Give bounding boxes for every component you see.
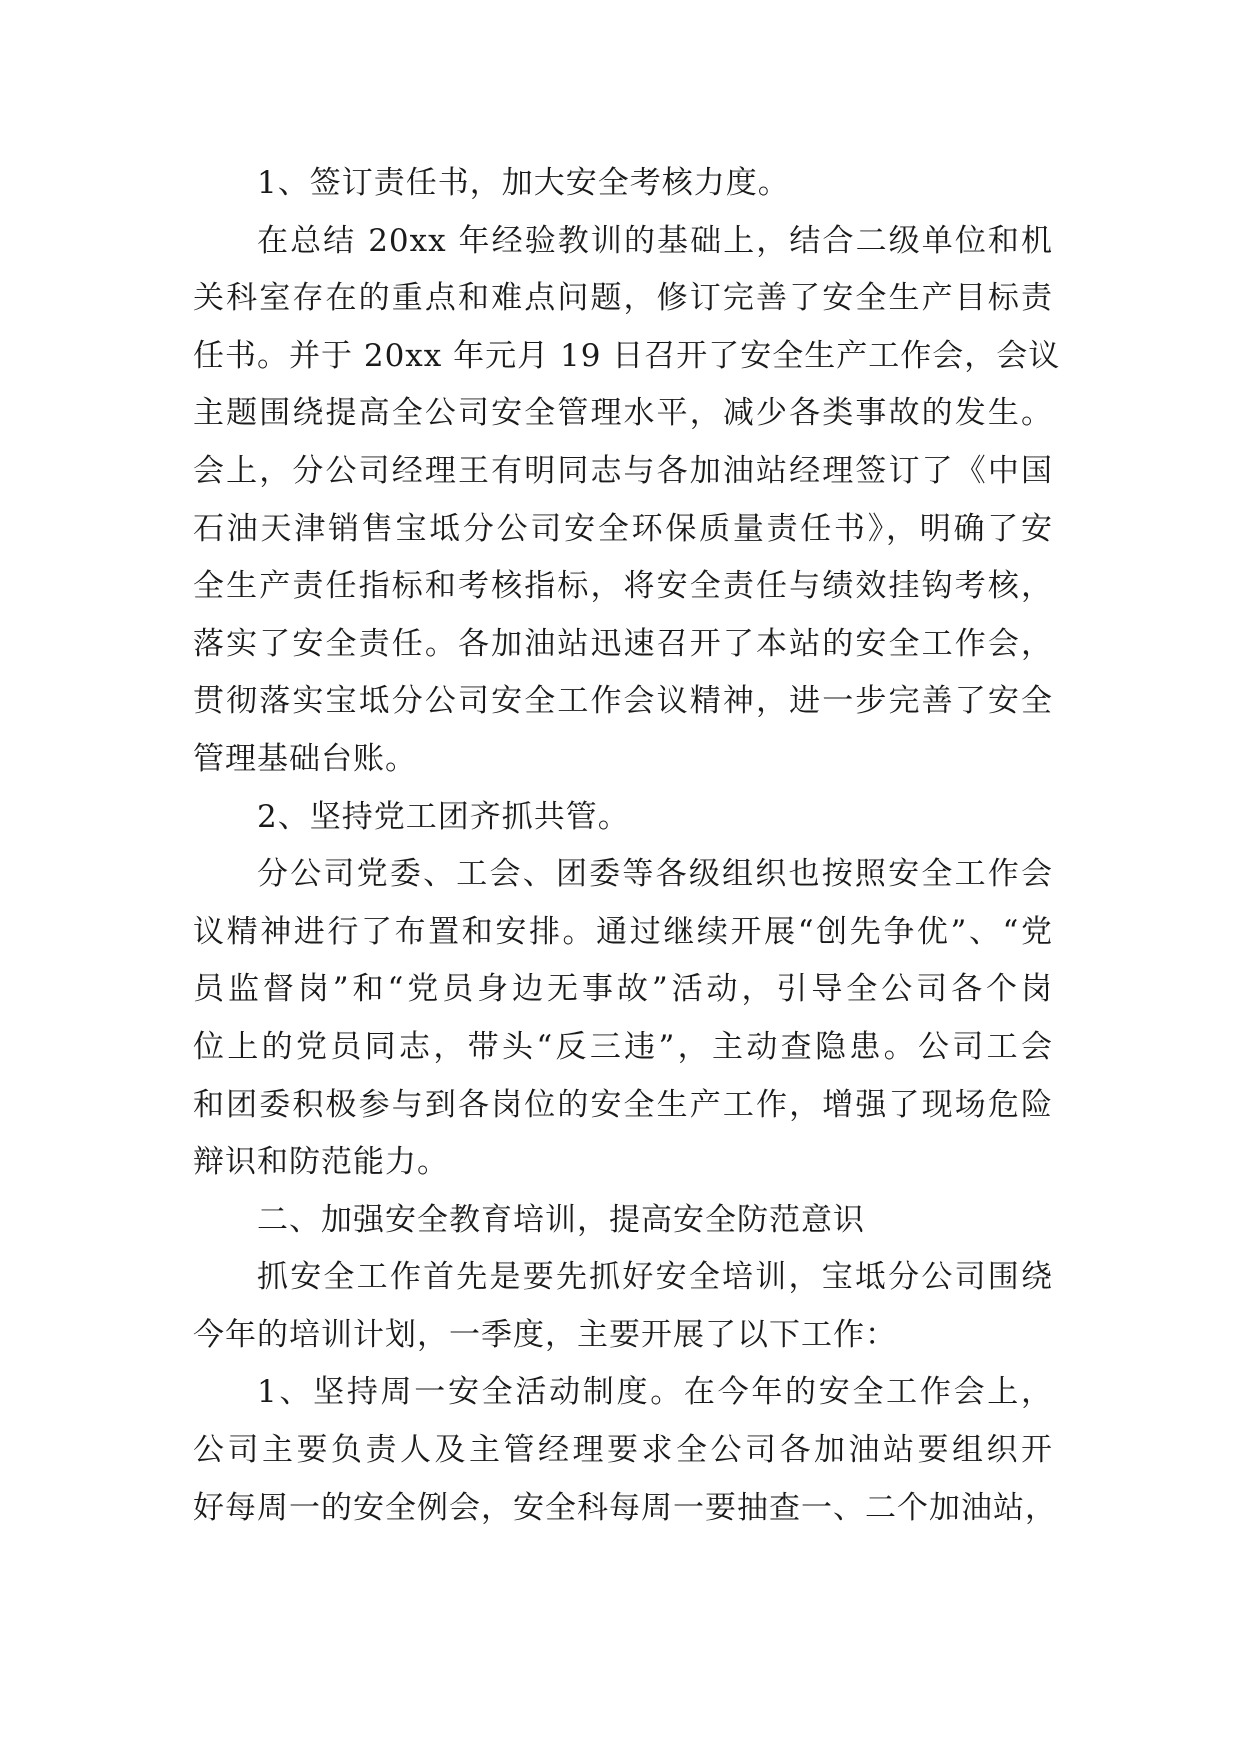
paragraph-line: 位上的党员同志，带头“反三违”，主动查隐患。公司工会	[193, 1028, 1053, 1065]
paragraph-line: 员监督岗”和“党员身边无事故”活动，引导全公司各个岗	[193, 971, 1053, 1008]
paragraph-line: 落实了安全责任。各加油站迅速召开了本站的安全工作会，	[193, 625, 1053, 662]
paragraph-line: 贯彻落实宝坻分公司安全工作会议精神，进一步完善了安全	[193, 683, 1053, 720]
paragraph-line: 全生产责任指标和考核指标，将安全责任与绩效挂钩考核，	[193, 568, 1053, 605]
paragraph-line: 分公司党委、工会、团委等各级组织也按照安全工作会	[257, 856, 1053, 893]
paragraph-line: 管理基础台账。	[193, 740, 417, 777]
document-body	[193, 155, 1061, 1537]
paragraph-line: 石油天津销售宝坻分公司安全环保质量责任书》，明确了安	[193, 510, 1053, 547]
section-heading-3: 二、加强安全教育培训，提高安全防范意识	[257, 1201, 865, 1238]
section-heading-2: 2、坚持党工团齐抓共管。	[257, 798, 630, 835]
paragraph-line: 关科室存在的重点和难点问题，修订完善了安全生产目标责	[193, 280, 1053, 317]
paragraph-line: 公司主要负责人及主管经理要求全公司各加油站要组织开	[193, 1432, 1053, 1469]
paragraph-line: 在总结 20xx 年经验教训的基础上，结合二级单位和机	[257, 222, 1053, 259]
paragraph-line: 1、坚持周一安全活动制度。在今年的安全工作会上，	[257, 1374, 1053, 1411]
paragraph-line: 抓安全工作首先是要先抓好安全培训，宝坻分公司围绕	[257, 1259, 1053, 1296]
paragraph-line: 今年的培训计划，一季度，主要开展了以下工作：	[193, 1316, 897, 1353]
section-heading-1: 1、签订责任书，加大安全考核力度。	[257, 165, 790, 201]
paragraph-line: 好每周一的安全例会，安全科每周一要抽查一、二个加油站，	[193, 1489, 1057, 1526]
paragraph-line: 会上，分公司经理王有明同志与各加油站经理签订了《中国	[193, 452, 1053, 489]
paragraph-line: 辩识和防范能力。	[193, 1144, 449, 1181]
paragraph-line: 议精神进行了布置和安排。通过继续开展“创先争优”、“党	[193, 913, 1053, 950]
paragraph-line: 主题围绕提高全公司安全管理水平，减少各类事故的发生。	[193, 395, 1053, 432]
paragraph-line: 任书。并于 20xx 年元月 19 日召开了安全生产工作会，会议	[193, 337, 1061, 374]
paragraph-line: 和团委积极参与到各岗位的安全生产工作，增强了现场危险	[193, 1086, 1053, 1123]
